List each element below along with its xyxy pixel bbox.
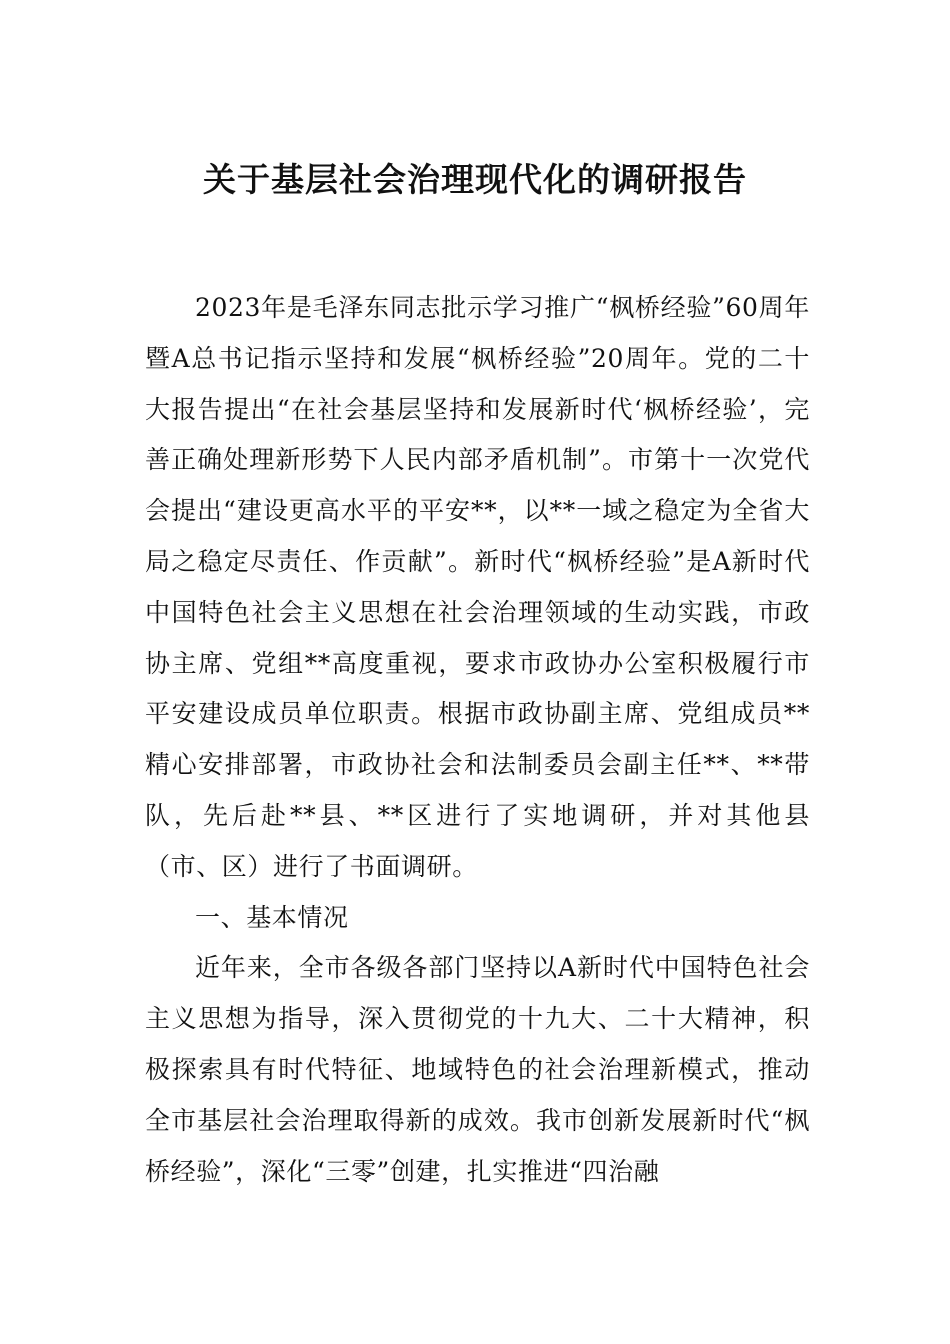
section-1-paragraph: 近年来，全市各级各部门坚持以A新时代中国特色社会主义思想为指导，深入贯彻党的十九大、二十大精神，积极探索具有时代特征、地域特色的社会治理新模式，推动全市基层社会治理取得新的成效。我市创新发展新时代“枫桥经验”，深化“三零”创建，扎实推进“四治融 (145, 953, 810, 1186)
document-body (145, 283, 810, 1197)
document-title: 关于基层社会治理现代化的调研报告 (203, 160, 747, 199)
section-heading-basic-situation: 一、基本情况 (195, 902, 349, 932)
intro-paragraph: 2023年是毛泽东同志批示学习推广“枫桥经验”60周年暨A总书记指示坚持和发展“枫桥经验”20周年。党的二十大报告提出“在社会基层坚持和发展新时代‘枫桥经验’，完善正确处理新形势下人民内部矛盾机制”。市第十一次党代会提出“建设更高水平的平安**，以**一域之稳定为全省大局之稳定尽责任、作贡献”。新时代“枫桥经验”是A新时代中国特色社会主义思想在社会治理领域的生动实践，市政协主席、党组**高度重视，要求市政协办公室积极履行市平安建设成员单位职责。根据市政协副主席、党组成员**精心安排部署，市政协社会和法制委员会副主任**、**带队，先后赴**县、**区进行了实地调研，并对其他县（市、区）进行了书面调研。 (145, 293, 810, 881)
